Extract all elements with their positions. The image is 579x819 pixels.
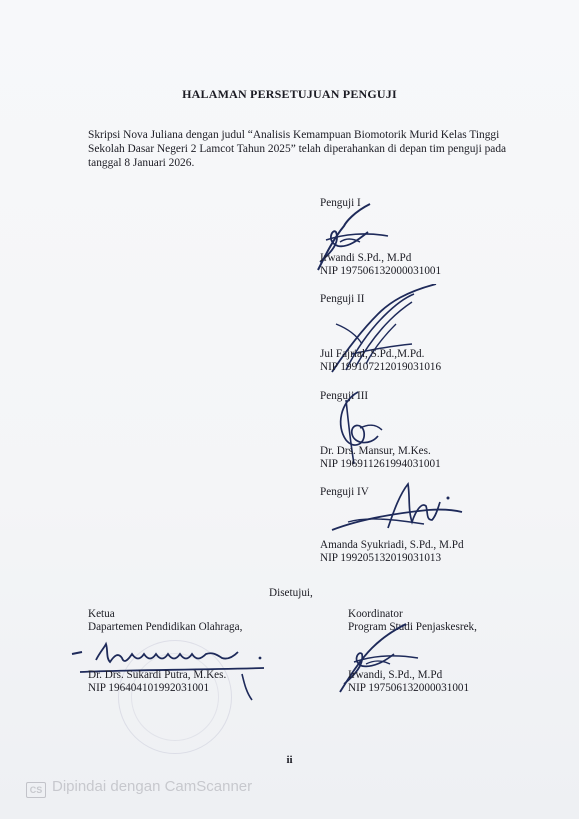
examiner-2-role: Penguji II <box>320 293 365 305</box>
left-sign-department: Dapartemen Pendidikan Olahraga, <box>88 621 243 633</box>
left-sign-name: Dr. Drs. Sukardi Putra, M.Kes. <box>88 669 227 681</box>
right-sign-name: Irwandi, S.Pd., M.Pd <box>348 669 443 681</box>
examiner-2-nip: NIP 199107212019031016 <box>320 361 442 373</box>
right-sign-program: Program Studi Penjaskesrek, <box>348 621 477 633</box>
right-sign-nip: NIP 197506132000031001 <box>348 682 470 694</box>
examiner-4-signature <box>328 480 464 538</box>
examiner-1-name: Irwandi S.Pd., M.Pd <box>320 252 412 264</box>
left-sign-nip: NIP 196404101992031001 <box>88 682 210 694</box>
examiner-4-nip: NIP 199205132019031013 <box>320 552 442 564</box>
examiner-3-name: Dr. Drs. Mansur, M.Kes. <box>320 445 431 457</box>
examiner-3-nip: NIP 196911261994031001 <box>320 458 441 470</box>
watermark-text: Dipindai dengan CamScanner <box>52 778 253 795</box>
examiner-4-role: Penguji IV <box>320 486 369 498</box>
camscanner-icon: CS <box>26 782 46 798</box>
left-sign-title: Ketua <box>88 608 115 620</box>
examiner-3-role: Penguji III <box>320 390 369 402</box>
scanner-watermark <box>26 778 252 798</box>
page-number: ii <box>286 754 293 766</box>
page-title: HALAMAN PERSETUJUAN PENGUJI <box>182 87 397 101</box>
examiner-2-name: Jul Fajrial, S.Pd.,M.Pd. <box>320 348 425 360</box>
examiner-4-name: Amanda Syukriadi, S.Pd., M.Pd <box>320 539 464 551</box>
approved-label: Disetujui, <box>269 587 313 599</box>
examiner-1-nip: NIP 197506132000031001 <box>320 265 442 277</box>
examiner-1-role: Penguji I <box>320 197 361 209</box>
approval-paragraph: Skripsi Nova Juliana dengan judul “Analisis Kemampuan Biomotorik Murid Kelas Tinggi Sekolah Dasar Negeri 2 Lamcot Tahun 2025” telah diperahankan di depan tim penguji pada tanggal 8 Januari 2026. <box>88 129 507 170</box>
right-sign-title: Koordinator <box>348 608 403 620</box>
